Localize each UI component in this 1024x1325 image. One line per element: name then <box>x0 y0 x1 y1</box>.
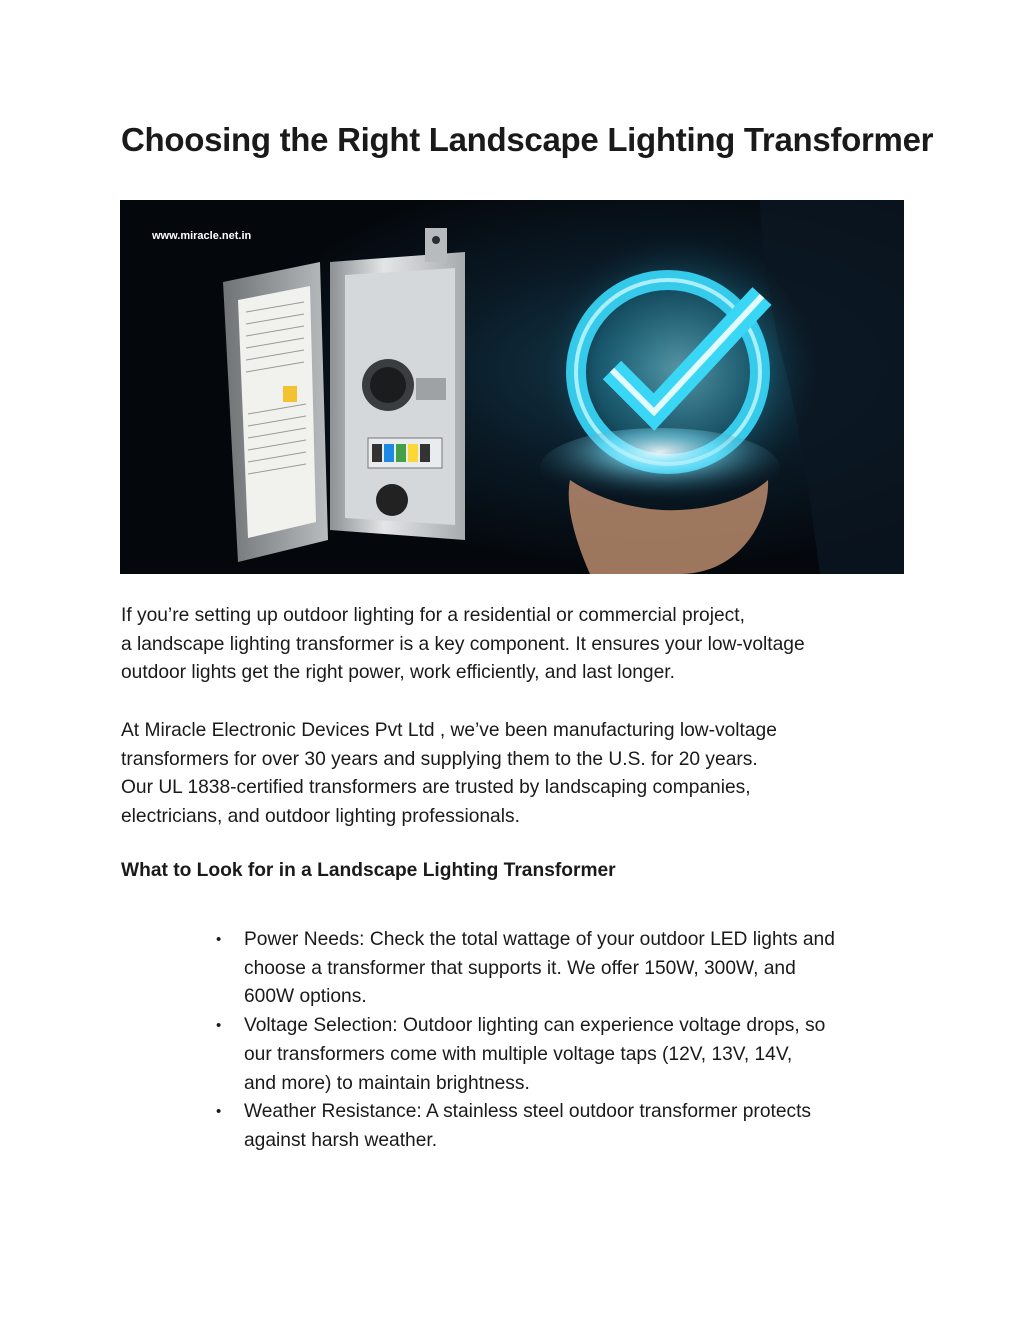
list-item-line: Weather Resistance: A stainless steel outdoor transformer protects <box>244 1101 812 1123</box>
page-title: Choosing the Right Landscape Lighting Transformer <box>121 121 934 158</box>
list-item-line: 600W options. <box>244 986 367 1008</box>
list-item-power-needs <box>216 926 914 1012</box>
about-line: Our UL 1838-certified transformers are trusted by landscaping companies, <box>121 777 751 799</box>
about-line: transformers for over 30 years and supplying them to the U.S. for 20 years. <box>121 748 758 770</box>
bullet-icon: • <box>216 1103 222 1121</box>
about-line: electricians, and outdoor lighting professionals. <box>121 806 520 828</box>
list-item-line: Voltage Selection: Outdoor lighting can experience voltage drops, so <box>244 1015 826 1037</box>
intro-paragraph <box>121 602 911 688</box>
hero-illustration <box>120 200 904 574</box>
bullet-icon: • <box>216 1017 222 1035</box>
list-item-line: Power Needs: Check the total wattage of your outdoor LED lights and <box>244 929 835 950</box>
hero-image <box>120 200 904 574</box>
watermark-text: www.miracle.net.in <box>152 230 252 242</box>
intro-line: outdoor lights get the right power, work efficiently, and last longer. <box>121 662 675 684</box>
list-item-line: our transformers come with multiple voltage taps (12V, 13V, 14V, <box>244 1043 793 1065</box>
intro-line: If you’re setting up outdoor lighting for a residential or commercial project, <box>121 605 745 626</box>
feature-list <box>216 926 914 1156</box>
about-line: At Miracle Electronic Devices Pvt Ltd , we’ve been manufacturing low-voltage <box>121 720 777 741</box>
intro-line: a landscape lighting transformer is a key component. It ensures your low-voltage <box>121 633 805 655</box>
section-heading: What to Look for in a Landscape Lighting Transformer <box>121 860 616 881</box>
list-item-line: choose a transformer that supports it. We offer 150W, 300W, and <box>244 957 796 979</box>
list-item-line: against harsh weather. <box>244 1129 438 1151</box>
list-item-line: and more) to maintain brightness. <box>244 1072 530 1094</box>
bullet-icon: • <box>216 931 222 948</box>
transformer-box <box>223 228 465 562</box>
list-item-voltage-selection <box>216 1012 914 1098</box>
list-item-weather-resistance <box>216 1098 914 1155</box>
about-paragraph <box>121 717 911 832</box>
